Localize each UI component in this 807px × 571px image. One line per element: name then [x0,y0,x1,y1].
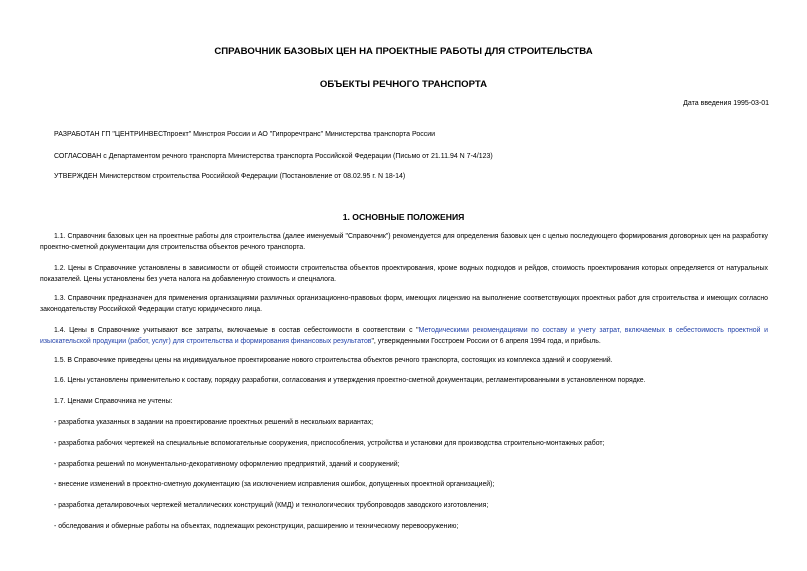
paragraph-1-4 [40,325,768,347]
paragraph-1-6: 1.6. Цены установлены применительно к составу, порядку разработки, согласования и утверждения проектно-сметной документации, регламентированными в установленном порядке. [54,377,646,384]
developed-by: РАЗРАБОТАН ГП "ЦЕНТРИНВЕСТпроект" Минстроя России и АО "Гипроречтранс" Министерства транспорта России [54,131,436,138]
paragraph-1-4-text-start: 1.4. Цены в Справочнике учитывают все затраты, включаемые в состав себестоимости в соответствии с " [54,327,419,334]
approved-by: УТВЕРЖДЕН Министерством строительства Российской Федерации (Постановление от 08.02.95 г. N 18-14) [54,173,406,180]
effective-date: Дата введения 1995-03-01 [683,100,769,107]
agreed-with: СОГЛАСОВАН с Департаментом речного транспорта Министерства транспорта Российской Федерации (Письмо от 21.11.94 N 7-4/123) [54,153,493,160]
document-title: СПРАВОЧНИК БАЗОВЫХ ЦЕН НА ПРОЕКТНЫЕ РАБОТЫ ДЛЯ СТРОИТЕЛЬСТВА [214,46,593,57]
paragraph-1-3: 1.3. Справочник предназначен для применения организациями различных организационно-правовых форм, имеющих лицензию на выполнение соответствующих проектных работ для строительства и имеющих согласно законодательству Российской Федерации статус юридического лица. [40,295,768,313]
list-item: - внесение изменений в проектно-сметную документацию (за исключением исправления ошибок, допущенных проектной организацией); [54,481,495,488]
list-item: - разработка указанных в задании на проектирование проектных решений в нескольких вариантах; [54,419,374,426]
methodological-recommendations-link[interactable]: Методическими рекомендациями по составу и учету затрат, включаемых в себестоимость проектной и изыскательской продукции (работ, услуг) для строительства и формирования финансовых результатов [40,327,768,345]
paragraph-1-7: 1.7. Ценами Справочника не учтены: [54,398,173,405]
paragraph-1-5: 1.5. В Справочнике приведены цены на индивидуальное проектирование нового строительства объектов речного транспорта, состоящих из комплекса зданий и сооружений. [54,357,613,364]
paragraph-1-4-text-end: ", утвержденными Госстроем России от 6 апреля 1994 года, и прибыль. [371,338,601,345]
paragraph-1-1: 1.1. Справочник базовых цен на проектные работы для строительства (далее именуемый "Справочник") рекомендуется для определения базовых цен с целью последующего формирования договорных цен на разработку проектно-сметной документации для строительства объектов речного транспорта. [40,233,768,251]
paragraph-1-2: 1.2. Цены в Справочнике установлены в зависимости от общей стоимости строительства объектов проектирования, кроме водных подходов и рейдов, стоимость проектирования которых определяется от натуральных показателей. Цены установлены без учета налога на добавленную стоимость и спецналога. [40,265,768,283]
document-subtitle: ОБЪЕКТЫ РЕЧНОГО ТРАНСПОРТА [319,79,488,90]
list-item: - обследования и обмерные работы на объектах, подлежащих реконструкции, расширению и техническому перевооружению; [54,523,459,530]
list-item: - разработка деталировочных чертежей металлических конструкций (КМД) и технологических трубопроводов заводского изготовления; [54,502,489,509]
section-heading: 1. ОСНОВНЫЕ ПОЛОЖЕНИЯ [342,212,465,222]
list-item: - разработка решений по монументально-декоративному оформлению предприятий, зданий и сооружений; [54,461,400,468]
list-item: - разработка рабочих чертежей на специальные вспомогательные сооружения, приспособления, устройства и установки для производства строительно-монтажных работ; [54,440,605,447]
